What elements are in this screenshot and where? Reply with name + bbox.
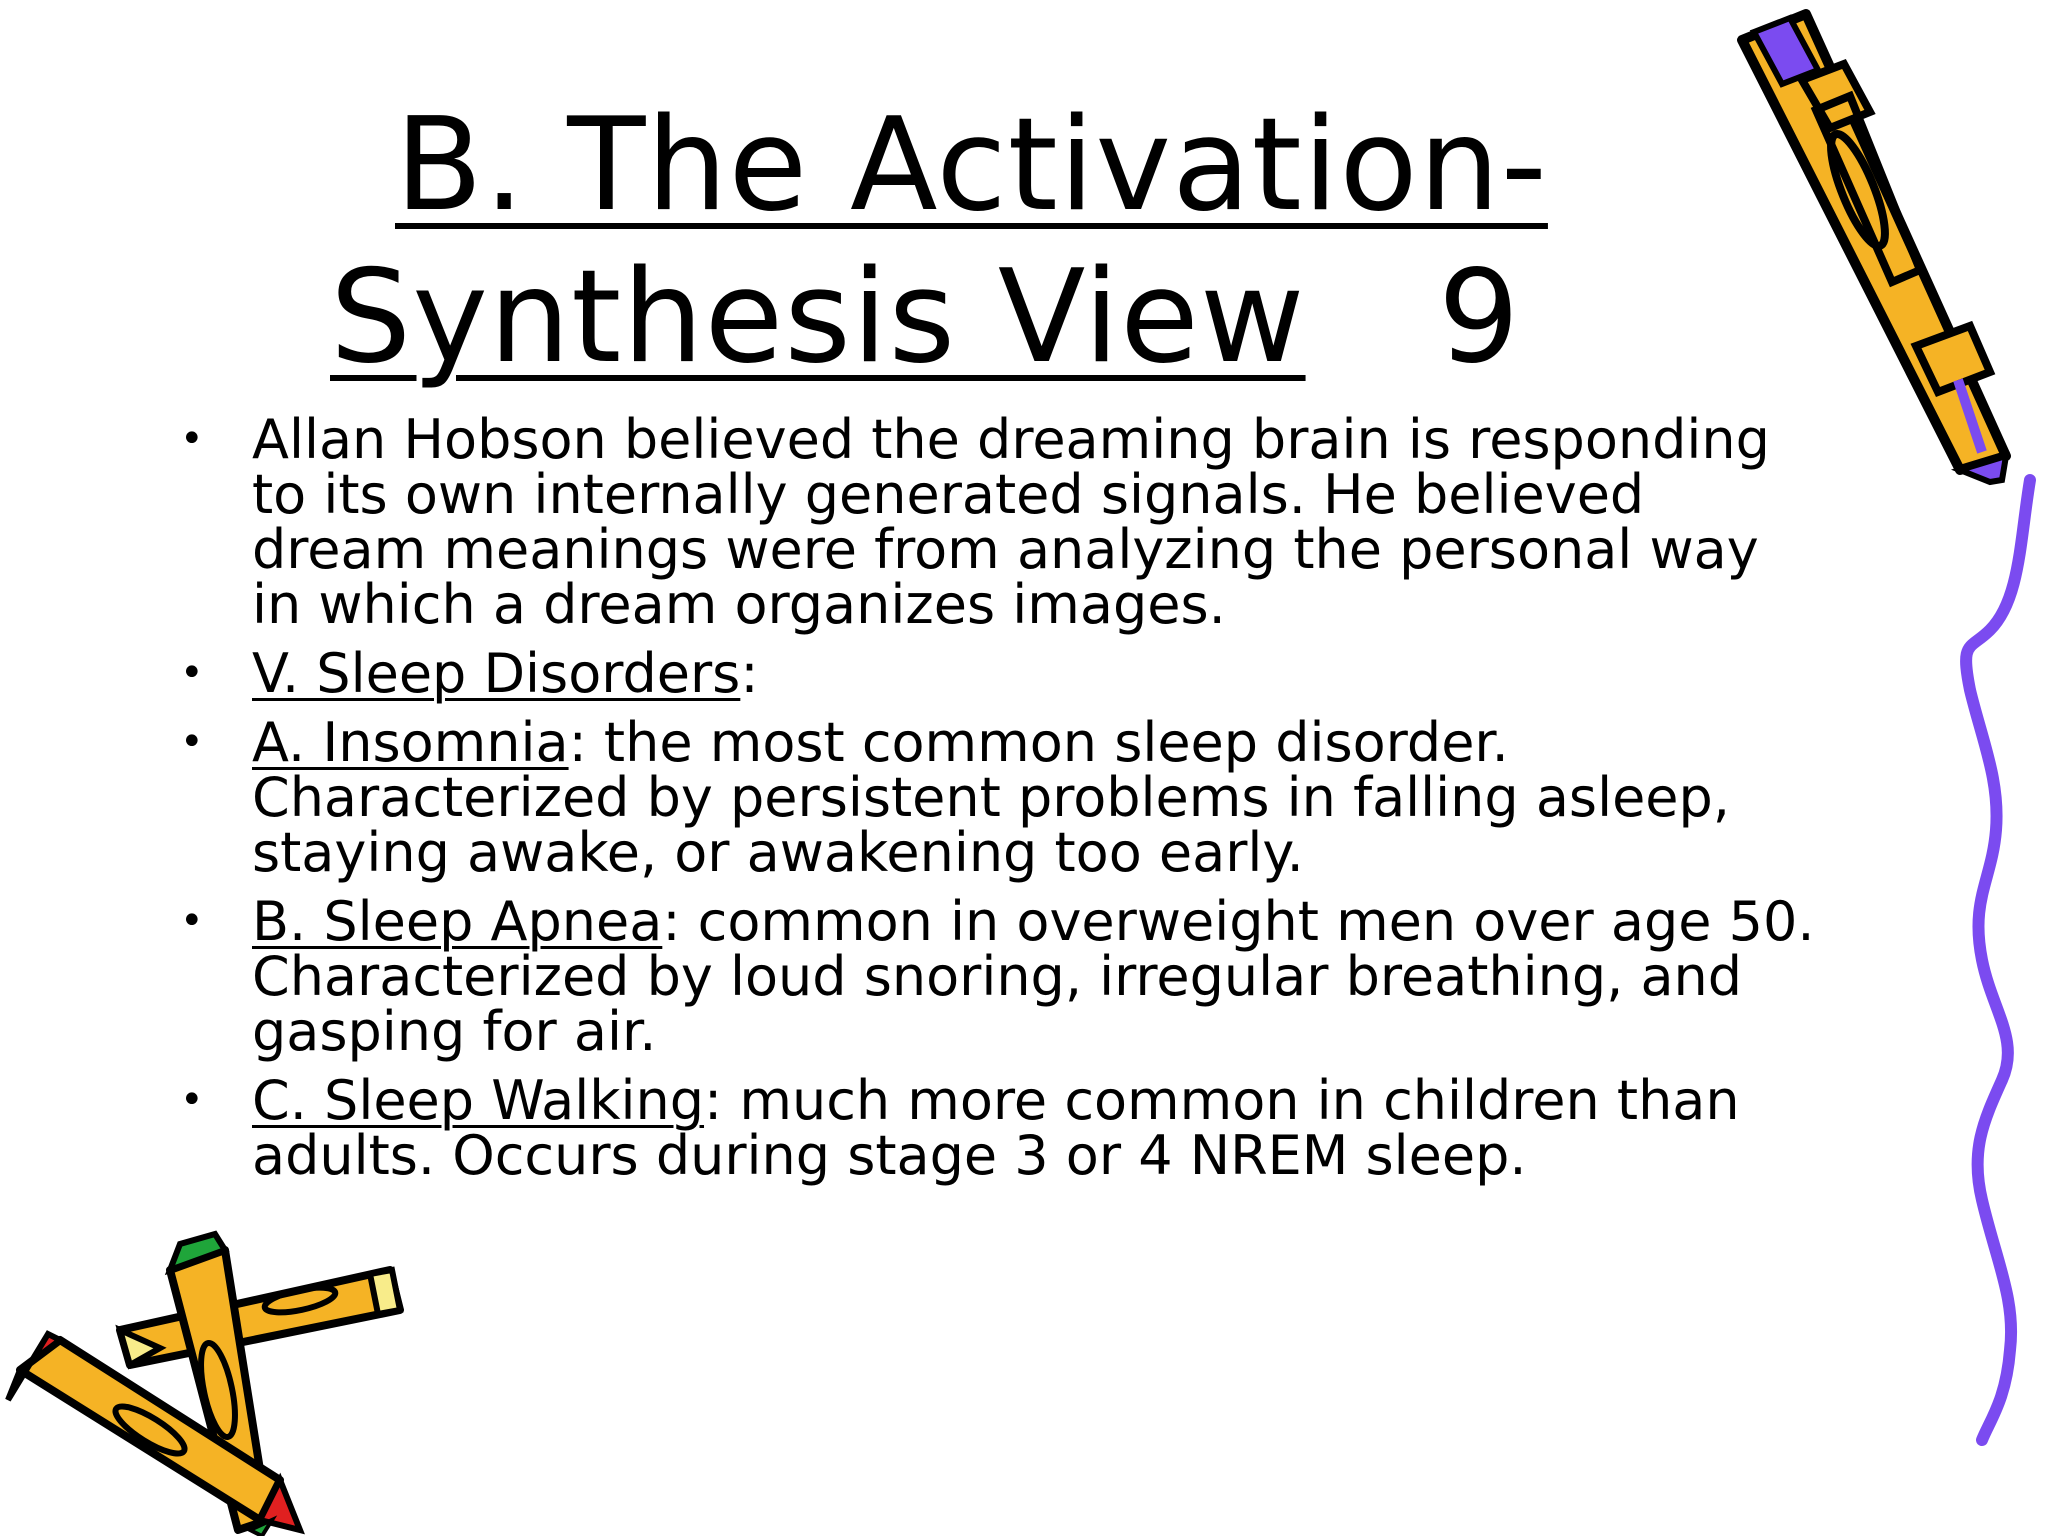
- title-line-2-text: Synthesis View: [330, 243, 1306, 392]
- bullet-dot: •: [180, 1077, 204, 1123]
- bullet-prefix: C. Sleep Walking: [252, 1069, 705, 1132]
- bullet-prefix: V. Sleep Disorders: [252, 642, 741, 705]
- crayon-with-scribble-icon: [1720, 0, 2048, 1536]
- slide-number: 9: [1438, 243, 1521, 392]
- purple-scribble: [1966, 480, 2030, 1440]
- bullet-dot: •: [180, 898, 204, 944]
- bullet-text: : the most common sleep disorder. Characterized by persistent problems in falling asleep, staying awake, or awakening too early.: [252, 711, 1730, 884]
- bullet-dot: •: [180, 650, 204, 696]
- bullet-dot: •: [180, 416, 204, 462]
- bullet-prefix: B. Sleep Apnea: [252, 890, 663, 953]
- crayon-body: [1742, 14, 2006, 482]
- bullet-item: [175, 408, 1815, 636]
- bullet-prefix: A. Insomnia: [252, 711, 569, 774]
- crayon-pale: [120, 1270, 400, 1365]
- bullet-item: [175, 642, 1815, 705]
- bullet-dot: •: [180, 719, 204, 765]
- bullet-list: [175, 408, 1815, 1197]
- bullet-item: [175, 711, 1815, 884]
- title-line-1: B. The Activation-: [395, 91, 1548, 240]
- bullet-text: : much more common in children than adults. Occurs during stage 3 or 4 NREM sleep.: [252, 1069, 1740, 1187]
- bullet-text: Allan Hobson believed the dreaming brain is responding to its own internally generated signals. He believed dream meanings were from analyzing the personal way in which a dream organizes images.: [252, 408, 1770, 636]
- bullet-item: [175, 1069, 1815, 1187]
- title-line-2: [330, 242, 1306, 394]
- crossed-crayons-icon: [0, 1230, 420, 1536]
- bullet-item: [175, 890, 1815, 1063]
- bullet-text: : common in overweight men over age 50. Characterized by loud snoring, irregular breathing, and gasping for air.: [252, 890, 1815, 1063]
- bullet-text: :: [740, 642, 759, 705]
